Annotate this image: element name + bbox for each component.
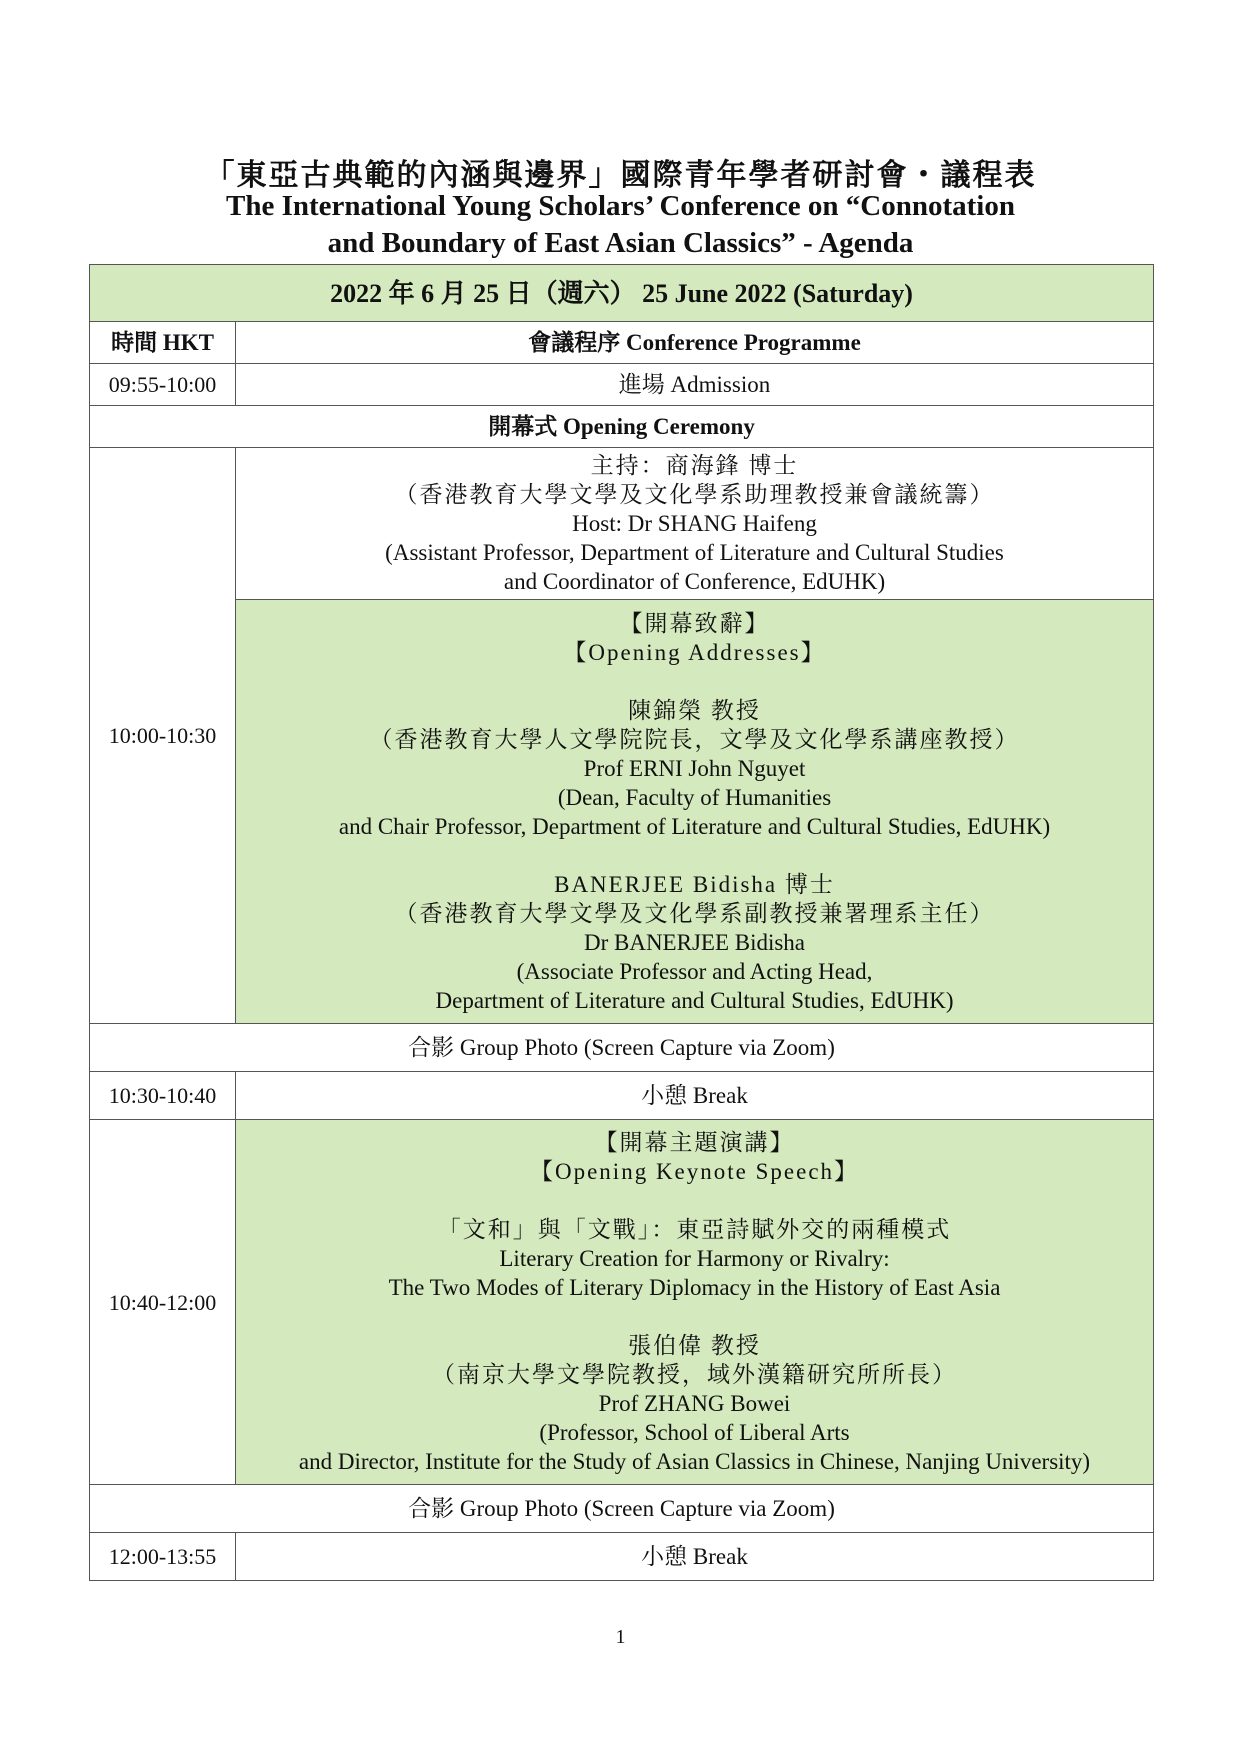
keynote-line bbox=[236, 1302, 1153, 1331]
keynote-line: 「文和」與「文戰」：東亞詩賦外交的兩種模式 bbox=[437, 1217, 952, 1242]
date-header: 2022 年 6 月 25 日（週六） 25 June 2022 (Saturday) bbox=[90, 265, 1154, 322]
address-line: (Dean, Faculty of Humanities bbox=[557, 784, 832, 810]
address-line: and Chair Professor, Department of Literature and Cultural Studies, EdUHK) bbox=[338, 813, 1051, 839]
keynote-line: and Director, Institute for the Study of Asian Classics in Chinese, Nanjing University) bbox=[298, 1449, 1091, 1474]
keynote-line: The Two Modes of Literary Diplomacy in the History of East Asia bbox=[388, 1275, 1001, 1300]
keynote-line: 【Opening Keynote Speech】 bbox=[529, 1159, 860, 1184]
keynote-line: Prof ZHANG Bowei bbox=[598, 1391, 791, 1416]
host-line: （香港教育大學文學及文化學系助理教授兼會議統籌） bbox=[394, 482, 995, 507]
agenda-table bbox=[89, 264, 1154, 1581]
keynote-line: 張伯偉 教授 bbox=[628, 1333, 761, 1358]
address-line: Dr BANERJEE Bidisha bbox=[583, 929, 806, 955]
keynote-line: （南京大學文學院教授，域外漢籍研究所所長） bbox=[432, 1362, 957, 1387]
keynote-line: (Professor, School of Liberal Arts bbox=[539, 1420, 850, 1445]
keynote-line: Literary Creation for Harmony or Rivalry: bbox=[499, 1246, 890, 1271]
group-photo-1: 合影 Group Photo (Screen Capture via Zoom) bbox=[90, 1024, 1154, 1072]
break-2-text: 小憩 Break bbox=[236, 1533, 1154, 1581]
opening-ceremony-heading: 開幕式 Opening Ceremony bbox=[90, 406, 1154, 448]
address-line bbox=[236, 667, 1153, 696]
host-block bbox=[236, 448, 1154, 600]
address-line: Department of Literature and Cultural Studies, EdUHK) bbox=[435, 987, 954, 1013]
group-photo-2: 合影 Group Photo (Screen Capture via Zoom) bbox=[90, 1485, 1154, 1533]
column-header-programme: 會議程序 Conference Programme bbox=[236, 322, 1154, 364]
address-line: Prof ERNI John Nguyet bbox=[583, 755, 806, 781]
title-english-line2: and Boundary of East Asian Classics” - Agenda bbox=[327, 227, 914, 259]
opening-addresses-block bbox=[236, 600, 1154, 1024]
address-line: 【開幕致辭】 bbox=[619, 610, 770, 636]
address-line: 陳錦榮 教授 bbox=[628, 697, 761, 723]
address-line bbox=[236, 841, 1153, 870]
break-1-time: 10:30-10:40 bbox=[90, 1072, 236, 1120]
break-2-time: 12:00-13:55 bbox=[90, 1533, 236, 1581]
title-english-line1: The International Young Scholars’ Conference on “Connotation bbox=[226, 190, 1015, 222]
address-line: (Associate Professor and Acting Head, bbox=[516, 958, 873, 984]
host-line: (Assistant Professor, Department of Literature and Cultural Studies bbox=[385, 540, 1004, 565]
admission-text: 進場 Admission bbox=[236, 364, 1154, 406]
admission-time: 09:55-10:00 bbox=[90, 364, 236, 406]
title-chinese: 「東亞古典範的內涵與邊界」國際青年學者研討會・議程表 bbox=[204, 159, 1037, 192]
host-line: Host: Dr SHANG Haifeng bbox=[572, 511, 817, 536]
keynote-line: 【開幕主題演講】 bbox=[594, 1130, 795, 1155]
address-line: （香港教育大學文學及文化學系副教授兼署理系主任） bbox=[394, 900, 995, 926]
host-line: and Coordinator of Conference, EdUHK) bbox=[503, 569, 886, 594]
page-number: 1 bbox=[615, 1626, 626, 1648]
address-line: BANERJEE Bidisha 博士 bbox=[554, 871, 835, 897]
address-line: 【Opening Addresses】 bbox=[563, 639, 826, 665]
ceremony-time: 10:00-10:30 bbox=[90, 448, 236, 1024]
column-header-time: 時間 HKT bbox=[90, 322, 236, 364]
address-line: （香港教育大學人文學院院長，文學及文化學系講座教授） bbox=[369, 726, 1020, 752]
host-line: 主持：商海鋒 博士 bbox=[590, 453, 799, 478]
break-1-text: 小憩 Break bbox=[236, 1072, 1154, 1120]
keynote-block bbox=[236, 1120, 1154, 1485]
keynote-line bbox=[236, 1186, 1153, 1215]
keynote-time: 10:40-12:00 bbox=[90, 1120, 236, 1485]
